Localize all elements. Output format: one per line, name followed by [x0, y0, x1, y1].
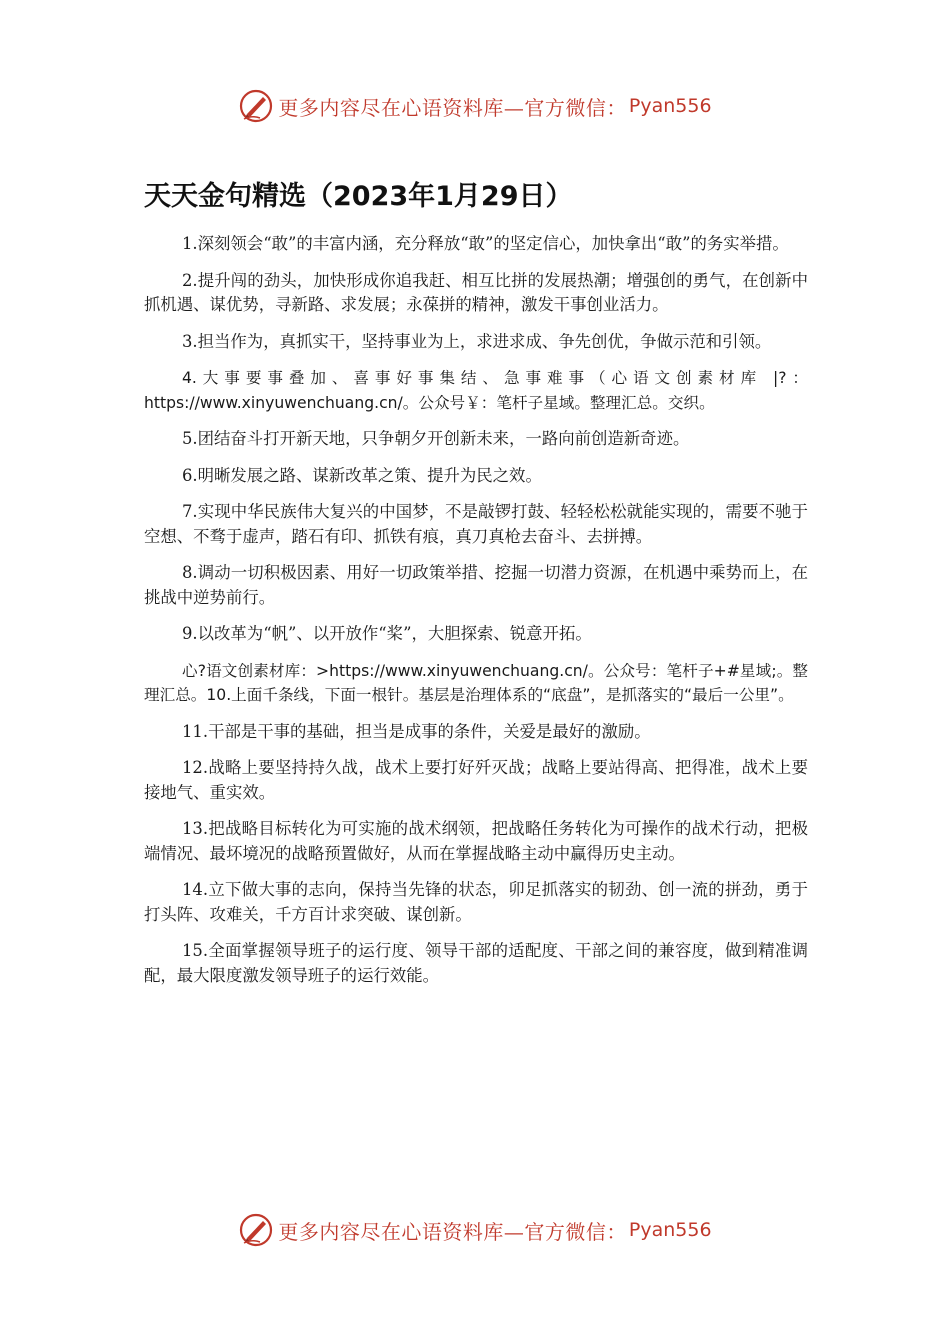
paragraph-11: 11.干部是干事的基础，担当是成事的条件，关爱是最好的激励。 [182, 721, 651, 741]
paragraph-4: 4.大事要事叠加、喜事好事集结、急事难事（心语文创素材库 |?：https://www.xinyuwenchuang.cn/。公众号￥：笔杆子星域。整理汇总。交织。 [144, 369, 808, 412]
paragraph-1: 1.深刻领会“敢”的丰富内涵，充分释放“敢”的坚定信心，加快拿出“敢”的务实举措。 [182, 234, 789, 253]
paragraph-10: 心?语文创素材库：>https://www.xinyuwenchuang.cn/。公众号：笔杆子+#星域;。整理汇总。10.上面千条线，下面一根针。基层是治理体系的“底盘”，是抓落实的“最后一公里”。 [144, 661, 808, 704]
paragraph-13: 13.把战略目标转化为可实施的战术纲领，把战略任务转化为可操作的战术行动，把极端情况、最坏境况的战略预置做好，从而在掌握战略主动中赢得历史主动。 [144, 819, 808, 863]
document-body [144, 232, 808, 1000]
watermark-wechat-id: Pyan556 [628, 95, 712, 117]
header-watermark [0, 86, 950, 126]
pen-logo-icon [238, 88, 274, 124]
paragraph-8: 8.调动一切积极因素、用好一切政策举措、挖掘一切潜力资源，在机遇中乘势而上，在挑战中逆势前行。 [144, 563, 808, 607]
paragraph-6: 6.明晰发展之路、谋新改革之策、提升为民之效。 [182, 465, 542, 485]
paragraph-2: 2.提升闯的劲头，加快形成你追我赶、相互比拼的发展热潮；增强创的勇气，在创新中抓机遇、谋优势，寻新路、求发展；永葆拼的精神，激发干事创业活力。 [144, 270, 808, 314]
paragraph-14: 14.立下做大事的志向，保持当先锋的状态，卯足抓落实的韧劲、创一流的拼劲，勇于打头阵、攻难关，千方百计求突破、谋创新。 [144, 880, 808, 924]
paragraph-15: 15.全面掌握领导班子的运行度、领导干部的适配度、干部之间的兼容度，做到精准调配，最大限度激发领导班子的运行效能。 [144, 941, 808, 985]
paragraph-3: 3.担当作为，真抓实干，坚持事业为上，求进求成、争先创优，争做示范和引领。 [182, 331, 772, 351]
pen-logo-icon [238, 1212, 274, 1248]
paragraph-9: 9.以改革为“帆”、以开放作“桨”，大胆探索、锐意开拓。 [182, 624, 592, 643]
watermark-text: 更多内容尽在心语资料库—官方微信： [278, 95, 627, 120]
footer-watermark [0, 1210, 950, 1250]
watermark-wechat-id: Pyan556 [628, 1219, 712, 1241]
paragraph-7: 7.实现中华民族伟大复兴的中国梦，不是敲锣打鼓、轻轻松松就能实现的，需要不驰于空想、不骛于虚声，踏石有印、抓铁有痕，真刀真枪去奋斗、去拼搏。 [144, 502, 808, 546]
document-title: 天天金句精选（2023年1月29日） [144, 181, 573, 212]
watermark-text: 更多内容尽在心语资料库—官方微信： [278, 1219, 627, 1244]
paragraph-5: 5.团结奋斗打开新天地，只争朝夕开创新未来，一路向前创造新奇迹。 [182, 429, 690, 448]
paragraph-12: 12.战略上要坚持持久战，战术上要打好歼灭战；战略上要站得高、把得准，战术上要接地气、重实效。 [144, 758, 808, 802]
